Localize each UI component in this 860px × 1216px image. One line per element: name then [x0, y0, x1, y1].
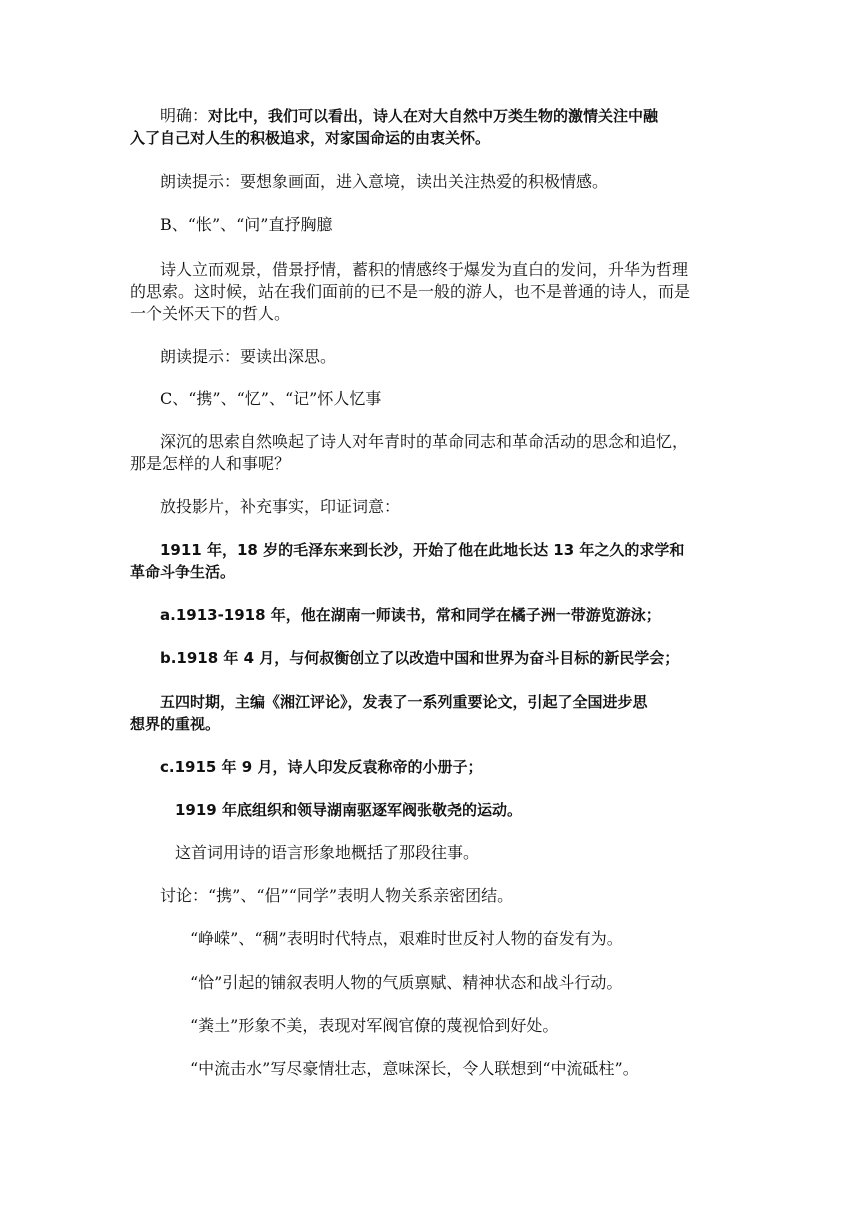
analysis-paragraph-line-2: 的思索。这时候，站在我们面前的已不是一般的游人，也不是普通的诗人，而是: [130, 282, 691, 301]
fact-1911-line-1: 1911 年，18 岁的毛泽东来到长沙，开始了他在此地长达 13 年之久的求学和: [160, 541, 685, 559]
reading-tip-2: 朗读提示：要读出深思。: [160, 347, 337, 366]
section-b-heading: B、“怅”、“问”直抒胸臆: [160, 215, 333, 234]
discussion-line-1: 讨论：“携”、“侣”“同学”表明人物关系亲密团结。: [160, 886, 514, 905]
analysis-paragraph-line-3: 一个关怀天下的哲人。: [130, 304, 291, 323]
section-c-heading: C、“携”、“忆”、“记”怀人忆事: [160, 389, 382, 408]
discussion-line-4: “粪土”形象不美，表现对军阀官僚的蔑视恰到好处。: [190, 1016, 559, 1035]
summary-sentence: 这首词用诗的语言形象地概括了那段往事。: [175, 843, 480, 862]
memory-paragraph-line-1: 深沉的思索自然唤起了诗人对年青时的革命同志和革命活动的思念和追忆，: [160, 432, 689, 451]
conclusion-paragraph-line-1: [160, 106, 760, 126]
discussion-line-3: “恰”引起的铺叙表明人物的气质禀赋、精神状态和战斗行动。: [190, 973, 623, 992]
reading-tip-1: 朗读提示：要想象画面，进入意境，读出关注热爱的积极情感。: [160, 172, 609, 191]
fact-may-fourth-line-1: 五四时期，主编《湘江评论》，发表了一系列重要论文，引起了全国进步思: [160, 693, 648, 711]
fact-a: a.1913-1918 年，他在湖南一师读书，常和同学在橘子洲一带游览游泳；: [160, 606, 661, 624]
analysis-paragraph-line-1: 诗人立而观景，借景抒情，蓄积的情感终于爆发为直白的发问，升华为哲理: [160, 260, 689, 279]
fact-1911-line-2: 革命斗争生活。: [130, 563, 236, 581]
fact-b: b.1918 年 4 月，与何叔衡创立了以改造中国和世界为奋斗目标的新民学会；: [160, 649, 680, 667]
fact-c: c.1915 年 9 月，诗人印发反袁称帝的小册子；: [160, 758, 483, 776]
conclusion-paragraph-line-2: 入了自己对人生的积极追求，对家国命运的由衷关怀。: [130, 129, 491, 147]
projection-intro: 放投影片，补充事实，印证词意：: [160, 497, 401, 516]
fact-may-fourth-line-2: 想界的重视。: [130, 715, 221, 733]
discussion-line-5: “中流击水”写尽豪情壮志，意味深长，令人联想到“中流砥柱”。: [190, 1059, 639, 1078]
memory-paragraph-line-2: 那是怎样的人和事呢？: [130, 454, 291, 473]
fact-1919: 1919 年底组织和领导湖南驱逐军阀张敬尧的运动。: [175, 801, 522, 819]
conclusion-label: 明确：: [160, 106, 209, 125]
conclusion-text: 对比中，我们可以看出，诗人在对大自然中万类生物的激情关注中融: [208, 107, 659, 125]
discussion-line-2: “峥嵘”、“稠”表明时代特点，艰难时世反衬人物的奋发有为。: [190, 929, 623, 948]
